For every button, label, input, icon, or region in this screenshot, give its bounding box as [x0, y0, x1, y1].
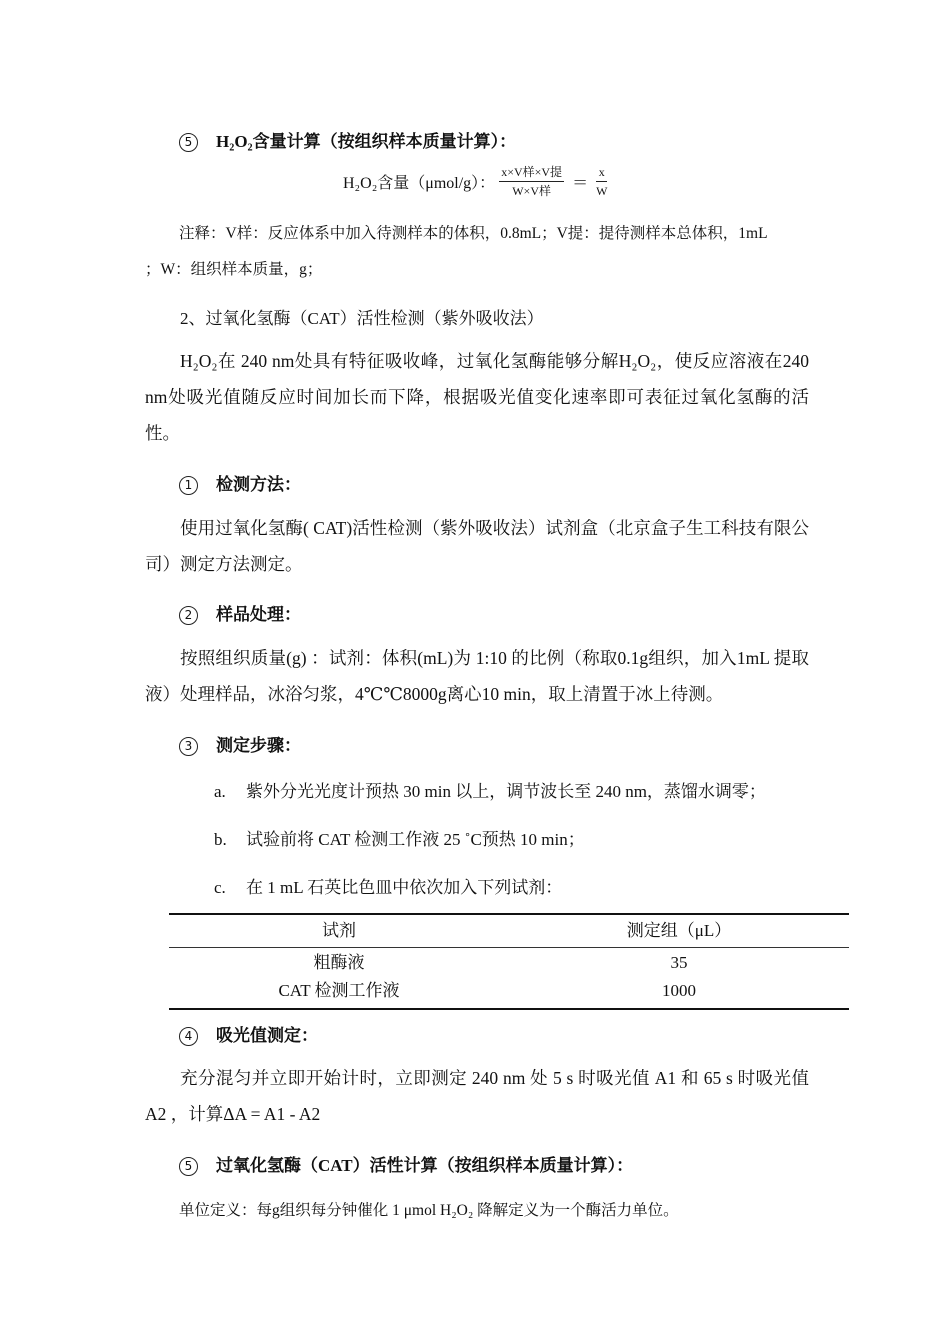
- step-3-item-b: [214, 825, 585, 850]
- circled-number: 5: [179, 133, 198, 152]
- table-header-rule: [169, 947, 849, 948]
- unit-definition: 单位定义：每g组织每分钟催化 1 μmol H₂O₂ 降解定义为一个酶活力单位。: [179, 1202, 679, 1219]
- table-header-reagent: 试剂: [322, 921, 356, 940]
- circled-number: 2: [179, 606, 198, 625]
- note-line-1: 注释：V样：反应体系中加入待测样本的体积，0.8mL；V提：提待测样本总体积，1mL: [179, 225, 768, 242]
- step-2-heading: [179, 600, 301, 625]
- item-label: b.: [214, 830, 227, 849]
- table-header-volume: 测定组（μL）: [626, 921, 732, 940]
- item-label: c.: [214, 878, 226, 897]
- step-3-item-c: [214, 873, 562, 898]
- circled-number: 3: [179, 737, 198, 756]
- table-row: [169, 977, 849, 1005]
- table-cell: CAT 检测工作液: [278, 981, 400, 1000]
- formula-denominator-1: W×V样: [512, 184, 551, 198]
- step-2-text: 按照组织质量(g) ：试剂：体积(mL)为 1:10 的比例（称取0.1g组织，加入1mL 提取液）处理样品，冰浴匀浆，4℃℃8000g离心10 min，取上清置于冰上待测。: [145, 648, 809, 704]
- table-header-row: [169, 915, 849, 947]
- table-bottom-rule: [169, 1008, 849, 1010]
- step-3-item-a: [214, 777, 766, 802]
- formula-numerator-1: x×V样×V提: [499, 164, 564, 182]
- formula-fraction-1: [499, 164, 564, 199]
- table-cell: 粗酶液: [313, 953, 365, 972]
- formula-denominator-2: W: [596, 184, 608, 198]
- table-cell: 35: [670, 953, 688, 972]
- item-label: a.: [214, 782, 226, 801]
- intro-paragraph: H₂O₂在 240 nm处具有特征吸收峰，过氧化氢酶能够分解H₂O₂，使反应溶液在240 nm处吸光值随反应时间加长而下降，根据吸光值变化速率即可表征过氧化氢酶的活性。: [145, 351, 809, 443]
- step-title: 测定步骤：: [216, 736, 301, 755]
- circled-number: 1: [179, 476, 198, 495]
- table-cell: 1000: [662, 981, 696, 1000]
- section-cat-activity-heading: [179, 1151, 633, 1176]
- step-4-text: 充分混匀并立即开始计时，立即测定 240 nm 处 5 s 时吸光值 A1 和 65 s 时吸光值 A2 ，计算ΔA = A1 - A2: [145, 1068, 809, 1124]
- section-cat-heading: 2、过氧化氢酶（CAT）活性检测（紫外吸收法）: [180, 309, 544, 328]
- item-text: 试验前将 CAT 检测工作液 25 ˚C预热 10 min；: [246, 830, 585, 849]
- item-text: 紫外分光光度计预热 30 min 以上，调节波长至 240 nm，蒸馏水调零；: [246, 782, 766, 801]
- section-title: H₂O₂含量计算（按组织样本质量计算）：: [216, 132, 517, 151]
- note-line-2: ；W：组织样本质量，g；: [145, 261, 323, 278]
- section-h2o2-heading: [179, 127, 516, 152]
- formula-numerator-2: x: [596, 164, 607, 182]
- table-row: [169, 949, 849, 977]
- formula-lhs: H₂O₂含量（μmol/g）：: [343, 175, 496, 192]
- step-3-heading: [179, 731, 301, 756]
- circled-number: 4: [179, 1027, 198, 1046]
- reagent-table: [169, 913, 849, 1010]
- step-1-heading: [179, 470, 301, 495]
- step-4-heading: [179, 1021, 318, 1046]
- step-title: 样品处理：: [216, 605, 301, 624]
- formula-fraction-2: [596, 164, 607, 199]
- h2o2-formula: [343, 164, 607, 199]
- section-title: 过氧化氢酶（CAT）活性计算（按组织样本质量计算）：: [216, 1156, 634, 1175]
- step-title: 吸光值测定：: [216, 1026, 318, 1045]
- item-text: 在 1 mL 石英比色皿中依次加入下列试剂：: [246, 878, 563, 897]
- step-1-text: 使用过氧化氢酶( CAT)活性检测（紫外吸收法）试剂盒（北京盒子生工科技有限公司）测定方法测定。: [145, 518, 809, 574]
- circled-number: 5: [179, 1157, 198, 1176]
- formula-equals: ＝: [572, 175, 589, 192]
- step-title: 检测方法：: [216, 475, 301, 494]
